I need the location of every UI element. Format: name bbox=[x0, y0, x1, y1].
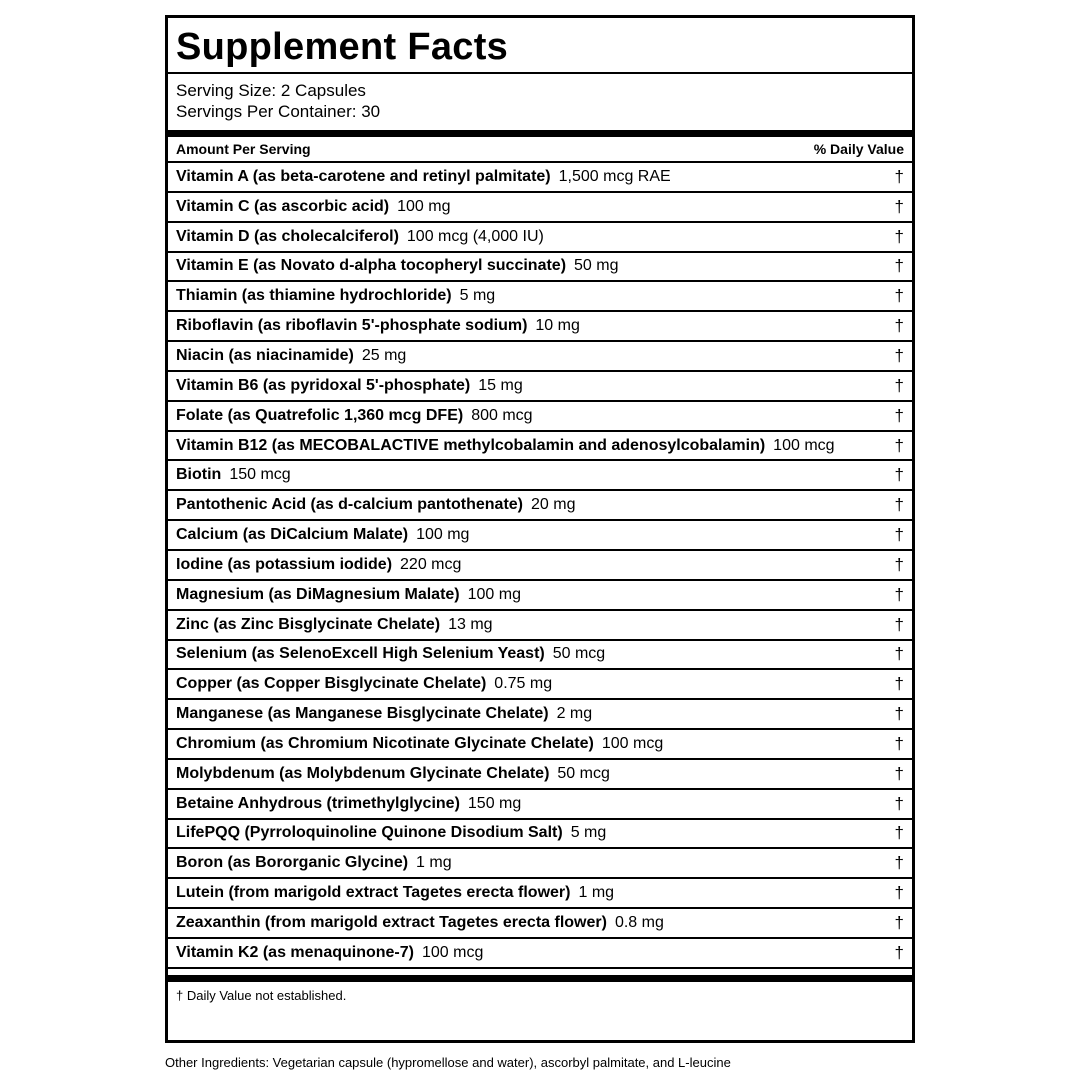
nutrient-amount: 5 mg bbox=[570, 824, 607, 842]
nutrient-text bbox=[176, 914, 664, 932]
panel-title: Supplement Facts bbox=[168, 18, 912, 74]
nutrient-row bbox=[168, 551, 912, 581]
nutrient-text bbox=[176, 705, 592, 723]
nutrient-amount: 100 mcg bbox=[773, 436, 835, 454]
nutrient-name: Chromium (as Chromium Nicotinate Glycinate Chelate) bbox=[176, 734, 594, 752]
daily-value-dagger: † bbox=[894, 465, 904, 485]
nutrient-name: Thiamin (as thiamine hydrochloride) bbox=[176, 287, 452, 305]
nutrient-row bbox=[168, 760, 912, 790]
nutrient-name: Boron (as Bororganic Glycine) bbox=[176, 854, 409, 872]
nutrient-amount: 0.8 mg bbox=[614, 914, 664, 932]
nutrient-name: Vitamin K2 (as menaquinone-7) bbox=[176, 943, 414, 961]
nutrient-name: Calcium (as DiCalcium Malate) bbox=[176, 526, 409, 544]
nutrient-row bbox=[168, 700, 912, 730]
nutrient-amount: 25 mg bbox=[361, 346, 407, 364]
nutrient-text bbox=[176, 257, 618, 275]
nutrient-row bbox=[168, 879, 912, 909]
nutrient-name: Zeaxanthin (from marigold extract Tagetes erecta flower) bbox=[176, 914, 607, 932]
daily-value-label: % Daily Value bbox=[813, 141, 904, 157]
nutrient-name: Vitamin D (as cholecalciferol) bbox=[176, 227, 399, 245]
nutrient-text bbox=[176, 854, 452, 872]
nutrient-text bbox=[176, 466, 291, 484]
nutrient-text bbox=[176, 765, 610, 783]
nutrient-amount: 10 mg bbox=[535, 317, 580, 335]
nutrient-amount: 150 mcg bbox=[229, 466, 291, 484]
nutrient-name: Riboflavin (as riboflavin 5'-phosphate sodium) bbox=[176, 317, 528, 335]
nutrient-row bbox=[168, 312, 912, 342]
nutrient-name: Betaine Anhydrous (trimethylglycine) bbox=[176, 794, 460, 812]
daily-value-dagger: † bbox=[894, 674, 904, 694]
nutrient-amount: 50 mcg bbox=[557, 764, 610, 782]
nutrient-amount: 0.75 mg bbox=[494, 675, 553, 693]
daily-value-dagger: † bbox=[894, 584, 904, 604]
nutrient-name: Folate (as Quatrefolic 1,360 mcg DFE) bbox=[176, 406, 464, 424]
nutrient-text bbox=[176, 645, 605, 663]
thick-divider bbox=[168, 130, 912, 137]
nutrient-amount: 50 mg bbox=[574, 257, 619, 275]
daily-value-dagger: † bbox=[894, 644, 904, 664]
daily-value-dagger: † bbox=[894, 345, 904, 365]
nutrient-text bbox=[176, 735, 663, 753]
nutrient-row bbox=[168, 790, 912, 820]
nutrient-text bbox=[176, 675, 552, 693]
nutrient-amount: 13 mg bbox=[448, 615, 493, 633]
daily-value-dagger: † bbox=[894, 495, 904, 515]
daily-value-dagger: † bbox=[894, 614, 904, 634]
nutrient-text bbox=[176, 168, 671, 186]
nutrient-amount: 5 mg bbox=[459, 287, 496, 305]
nutrient-row bbox=[168, 909, 912, 939]
nutrient-text bbox=[176, 616, 493, 634]
daily-value-dagger: † bbox=[894, 942, 904, 962]
daily-value-dagger: † bbox=[894, 226, 904, 246]
nutrient-name: Vitamin B12 (as MECOBALACTIVE methylcobalamin and adenosylcobalamin) bbox=[176, 436, 766, 454]
daily-value-dagger: † bbox=[894, 375, 904, 395]
nutrient-name: Niacin (as niacinamide) bbox=[176, 346, 354, 364]
nutrient-row bbox=[168, 461, 912, 491]
nutrient-row bbox=[168, 223, 912, 253]
daily-value-dagger: † bbox=[894, 733, 904, 753]
nutrient-name: Zinc (as Zinc Bisglycinate Chelate) bbox=[176, 615, 441, 633]
nutrient-text bbox=[176, 556, 461, 574]
nutrient-amount: 100 mg bbox=[416, 526, 470, 544]
nutrient-row bbox=[168, 730, 912, 760]
nutrient-row bbox=[168, 670, 912, 700]
nutrient-row bbox=[168, 432, 912, 462]
footnote: † Daily Value not established. bbox=[176, 987, 347, 1003]
nutrient-text bbox=[176, 526, 469, 544]
nutrient-amount: 100 mg bbox=[397, 197, 451, 215]
nutrient-row bbox=[168, 282, 912, 312]
nutrient-name: Biotin bbox=[176, 466, 222, 484]
nutrient-row bbox=[168, 641, 912, 671]
nutrient-amount: 150 mg bbox=[467, 794, 522, 812]
daily-value-dagger: † bbox=[894, 554, 904, 574]
nutrient-text bbox=[176, 586, 521, 604]
nutrient-name: LifePQQ (Pyrroloquinoline Quinone Disodium Salt) bbox=[176, 824, 563, 842]
daily-value-dagger: † bbox=[894, 853, 904, 873]
nutrient-row bbox=[168, 939, 912, 969]
serving-info bbox=[168, 74, 912, 128]
nutrient-list bbox=[168, 163, 912, 969]
nutrient-text bbox=[176, 795, 521, 813]
nutrient-name: Selenium (as SelenoExcell High Selenium Yeast) bbox=[176, 645, 545, 663]
nutrient-row bbox=[168, 849, 912, 879]
nutrient-amount: 220 mcg bbox=[400, 555, 462, 573]
nutrient-name: Vitamin A (as beta-carotene and retinyl palmitate) bbox=[176, 167, 551, 185]
daily-value-dagger: † bbox=[894, 913, 904, 933]
nutrient-text bbox=[176, 884, 614, 902]
nutrient-row bbox=[168, 820, 912, 850]
nutrient-row bbox=[168, 372, 912, 402]
daily-value-dagger: † bbox=[894, 704, 904, 724]
nutrient-row bbox=[168, 163, 912, 193]
nutrient-text bbox=[176, 347, 406, 365]
nutrient-text bbox=[176, 377, 523, 395]
amount-per-serving-label: Amount Per Serving bbox=[176, 141, 311, 157]
nutrient-text bbox=[176, 228, 544, 246]
supplement-facts-panel bbox=[165, 15, 915, 1043]
nutrient-amount: 1,500 mcg RAE bbox=[558, 167, 671, 185]
nutrient-text bbox=[176, 407, 533, 425]
daily-value-dagger: † bbox=[894, 525, 904, 545]
nutrient-name: Iodine (as potassium iodide) bbox=[176, 555, 393, 573]
daily-value-dagger: † bbox=[894, 823, 904, 843]
serving-size: Serving Size: 2 Capsules bbox=[176, 81, 366, 100]
nutrient-text bbox=[176, 317, 580, 335]
nutrient-amount: 100 mcg bbox=[421, 943, 484, 961]
nutrient-row bbox=[168, 342, 912, 372]
nutrient-name: Molybdenum (as Molybdenum Glycinate Chelate) bbox=[176, 764, 550, 782]
daily-value-dagger: † bbox=[894, 405, 904, 425]
nutrient-amount: 1 mg bbox=[578, 884, 615, 902]
other-ingredients: Other Ingredients: Vegetarian capsule (hypromellose and water), ascorbyl palmitate, and L-leucine bbox=[165, 1055, 731, 1070]
nutrient-row bbox=[168, 611, 912, 641]
nutrient-text bbox=[176, 496, 575, 514]
nutrient-name: Manganese (as Manganese Bisglycinate Chelate) bbox=[176, 705, 549, 723]
nutrient-row bbox=[168, 253, 912, 283]
nutrient-name: Copper (as Copper Bisglycinate Chelate) bbox=[176, 675, 487, 693]
nutrient-row bbox=[168, 521, 912, 551]
nutrient-amount: 1 mg bbox=[416, 854, 452, 872]
daily-value-dagger: † bbox=[894, 435, 904, 455]
nutrient-name: Vitamin B6 (as pyridoxal 5'-phosphate) bbox=[176, 376, 471, 394]
nutrient-amount: 100 mg bbox=[467, 585, 521, 603]
nutrient-amount: 2 mg bbox=[556, 705, 593, 723]
nutrient-name: Magnesium (as DiMagnesium Malate) bbox=[176, 585, 460, 603]
daily-value-dagger: † bbox=[894, 763, 904, 783]
nutrient-row bbox=[168, 193, 912, 223]
nutrient-row bbox=[168, 491, 912, 521]
nutrient-text bbox=[176, 198, 451, 216]
nutrient-amount: 100 mcg (4,000 IU) bbox=[406, 227, 544, 245]
thick-divider bbox=[168, 975, 912, 982]
daily-value-dagger: † bbox=[894, 196, 904, 216]
nutrient-amount: 50 mcg bbox=[552, 645, 606, 663]
nutrient-row bbox=[168, 402, 912, 432]
daily-value-dagger: † bbox=[894, 256, 904, 276]
nutrient-amount: 15 mg bbox=[478, 376, 523, 394]
daily-value-dagger: † bbox=[894, 286, 904, 306]
nutrient-name: Pantothenic Acid (as d-calcium pantothenate) bbox=[176, 496, 524, 514]
nutrient-amount: 800 mcg bbox=[471, 406, 533, 424]
nutrient-text bbox=[176, 944, 483, 962]
daily-value-dagger: † bbox=[894, 793, 904, 813]
nutrient-amount: 100 mcg bbox=[601, 734, 664, 752]
nutrient-name: Vitamin C (as ascorbic acid) bbox=[176, 197, 390, 215]
nutrient-text bbox=[176, 437, 835, 455]
servings-per-container: Servings Per Container: 30 bbox=[176, 102, 381, 121]
daily-value-dagger: † bbox=[894, 316, 904, 336]
nutrient-text bbox=[176, 824, 606, 842]
nutrient-row bbox=[168, 581, 912, 611]
nutrient-name: Vitamin E (as Novato d-alpha tocopheryl succinate) bbox=[176, 257, 567, 275]
nutrient-amount: 20 mg bbox=[531, 496, 576, 514]
column-header bbox=[168, 137, 912, 163]
daily-value-dagger: † bbox=[894, 883, 904, 903]
daily-value-dagger: † bbox=[894, 166, 904, 186]
nutrient-name: Lutein (from marigold extract Tagetes erecta flower) bbox=[176, 884, 571, 902]
nutrient-text bbox=[176, 287, 495, 305]
